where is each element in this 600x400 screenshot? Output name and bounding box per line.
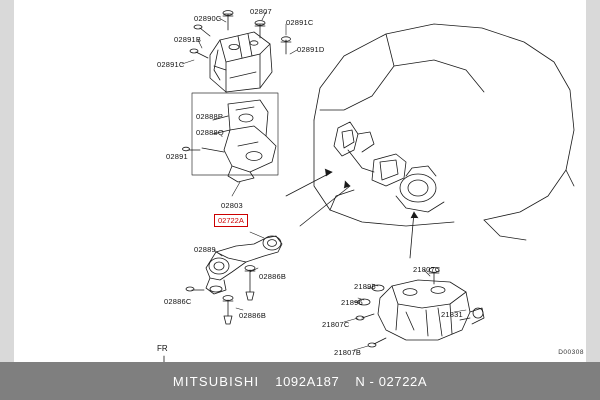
- callout-02803: 02803: [221, 201, 243, 210]
- highlight-part-label[interactable]: 02722A: [214, 214, 248, 227]
- callout-02886b-upper: 02886B: [259, 272, 287, 281]
- callout-02888p: 02888P: [196, 112, 224, 121]
- left-gutter: [0, 0, 14, 400]
- right-gutter: [586, 0, 600, 400]
- orientation-label: FR: [157, 344, 168, 353]
- callout-02891d: 02891D: [297, 45, 325, 54]
- part-number-label: 1092A187: [275, 373, 340, 389]
- callout-02891c-top: 02891C: [286, 18, 314, 27]
- footer-bar: [0, 362, 600, 400]
- callout-21831: 21831: [441, 310, 463, 319]
- callout-02891b: 02891B: [174, 35, 202, 44]
- callout-02889: 02889: [194, 245, 216, 254]
- callout-02891: 02891: [166, 152, 188, 161]
- drawing-code: D00308: [558, 349, 584, 356]
- diagram-linework: [14, 0, 586, 400]
- callout-02890c: 02890C: [194, 14, 222, 23]
- callout-21807c-upper: 21807C: [413, 265, 441, 274]
- n-code-label: N - 02722A: [355, 373, 428, 389]
- callout-21807c-lower: 21807C: [322, 320, 350, 329]
- callout-02886b-lower: 02886B: [239, 311, 267, 320]
- callout-02891c-left: 02891C: [157, 60, 185, 69]
- callout-02888q: 02888Q: [196, 128, 224, 137]
- callout-02886c: 02886C: [164, 297, 192, 306]
- brand-label: MITSUBISHI: [172, 373, 260, 389]
- diagram-canvas: [14, 0, 586, 400]
- callout-21807b: 21807B: [334, 348, 362, 357]
- callout-02807: 02807: [250, 7, 272, 16]
- callout-21896-lower: 21896: [341, 298, 363, 307]
- callout-21896-upper: 21896: [354, 282, 376, 291]
